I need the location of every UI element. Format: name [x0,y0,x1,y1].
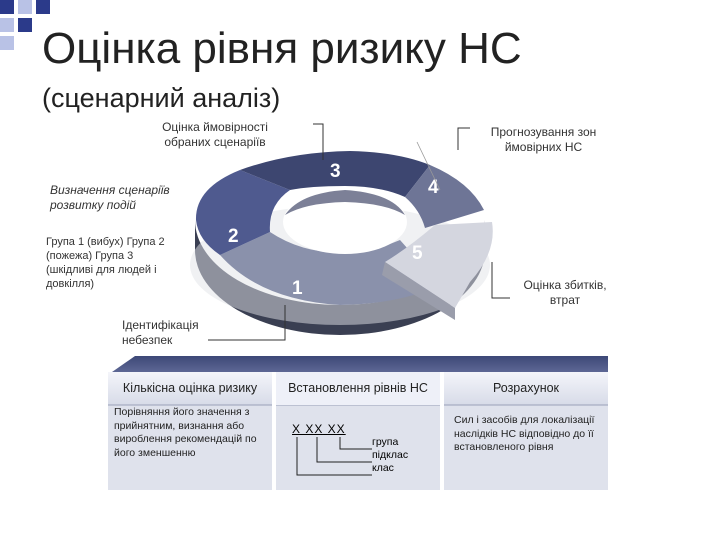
label-forecast: Прогнозування зон ймовірних НС [490,125,597,154]
slide-title: Оцінка рівня ризику НС [42,24,522,73]
segment-number-2: 2 [228,226,239,247]
table-col-levels [276,372,440,490]
segment-number-1: 1 [292,278,303,299]
segment-number-3: 3 [330,161,341,182]
col-body-quantitative: Порівняння його значення з прийнятним, визнання або вироблення рекомендацій по його зменшенню [114,406,257,459]
label-groups: Група 1 (вибух) Група 2 (пожежа) Група 3 (шкідливі для людей і довкілля) [46,236,165,290]
leader-forecast [458,128,470,150]
label-scenario-definition: Визначення сценаріїв розвитку подій [50,183,170,212]
col-header-calculation: Розрахунок [492,381,560,395]
label-probability: Оцінка ймовірності обраних сценаріїв [162,120,268,149]
col-header-quantitative: Кількісна оцінка ризику [122,381,258,395]
col-body-calculation: Сил і засобів для локалізації наслідків НС відповідно до її встановленого рівня [454,414,595,453]
table-col-calculation [444,372,608,490]
analysis-table [108,372,608,490]
label-damage: Оцінка збитків, втрат [523,278,607,307]
segment-number-4: 4 [428,177,439,198]
level-code: X XX XX [292,422,346,436]
level-code-legend: група підклас клас [372,436,409,474]
segment-number-5: 5 [412,243,423,264]
table-col-quantitative [108,372,272,490]
table-top-band [112,356,608,372]
col-header-levels: Встановлення рівнів НС [288,381,428,395]
label-hazard-identification: Ідентифікація небезпек [122,318,199,347]
slide-subtitle: (сценарний аналіз) [42,83,281,113]
leader-damage [492,262,510,298]
